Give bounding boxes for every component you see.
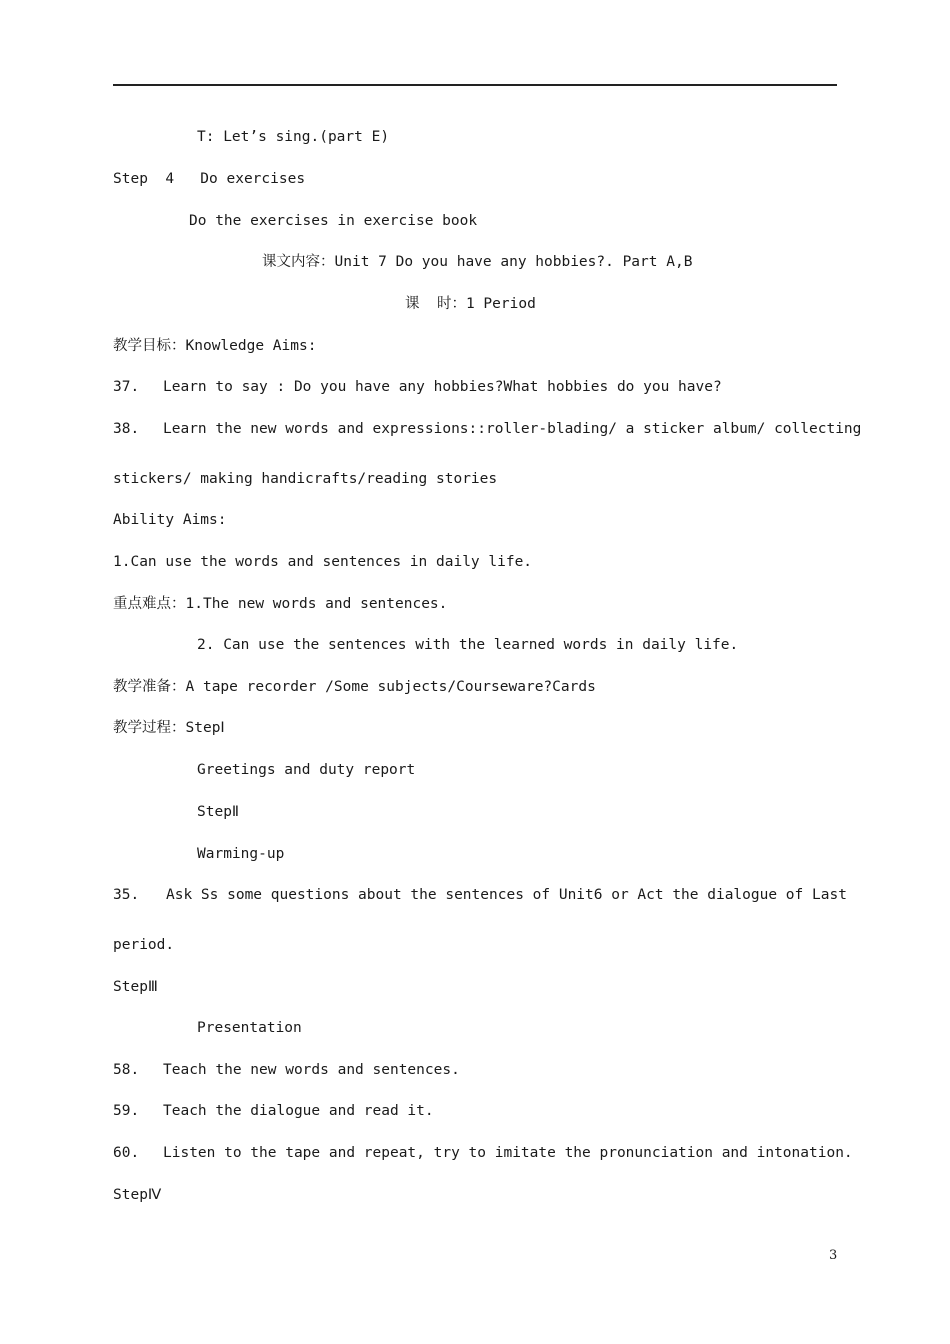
list-item: 37. Learn to say : Do you have any hobbies?What hobbies do you have? [113,379,722,395]
list-item: 58. Teach the new words and sentences. [113,1062,460,1078]
lesson-period: 课 时：1 Period [405,296,536,312]
section-heading: 教学目标：Knowledge Aims: [113,338,317,354]
section-heading: 重点难点：1.The new words and sentences. [113,596,448,612]
text-line: Greetings and duty report [197,762,416,778]
step-label: StepⅡ [197,804,240,820]
header-rule [113,84,837,86]
list-item: 60. Listen to the tape and repeat, try to imitate the pronunciation and intonation. [113,1145,853,1161]
text-line: T: Let’s sing.(part E) [197,129,390,145]
text-line: Presentation [197,1020,302,1036]
list-item: 59. Teach the dialogue and read it. [113,1103,434,1119]
text-line: stickers/ making handicrafts/reading stories [113,471,498,487]
step-label: StepⅣ [113,1187,162,1203]
step-label: StepⅢ [113,979,158,995]
section-heading: Ability Aims: [113,512,227,528]
text-line: Do the exercises in exercise book [189,213,478,229]
text-line: Step 4 Do exercises [113,171,306,187]
text-line: 1.Can use the words and sentences in daily life. [113,554,533,570]
text-line: 2. Can use the sentences with the learned words in daily life. [197,637,739,653]
section-heading: 教学准备：A tape recorder /Some subjects/Courseware?Cards [113,679,596,695]
text-line: period. [113,937,175,953]
page-number: 3 [829,1248,838,1263]
lesson-title: 课文内容：Unit 7 Do you have any hobbies?. Part A,B [262,254,693,270]
list-item: 35. Ask Ss some questions about the sentences of Unit6 or Act the dialogue of Last [113,887,847,903]
list-item: 38. Learn the new words and expressions::roller-blading/ a sticker album/ collecting [113,421,862,437]
section-heading: 教学过程：StepⅠ [113,720,225,736]
text-line: Warming-up [197,846,285,862]
